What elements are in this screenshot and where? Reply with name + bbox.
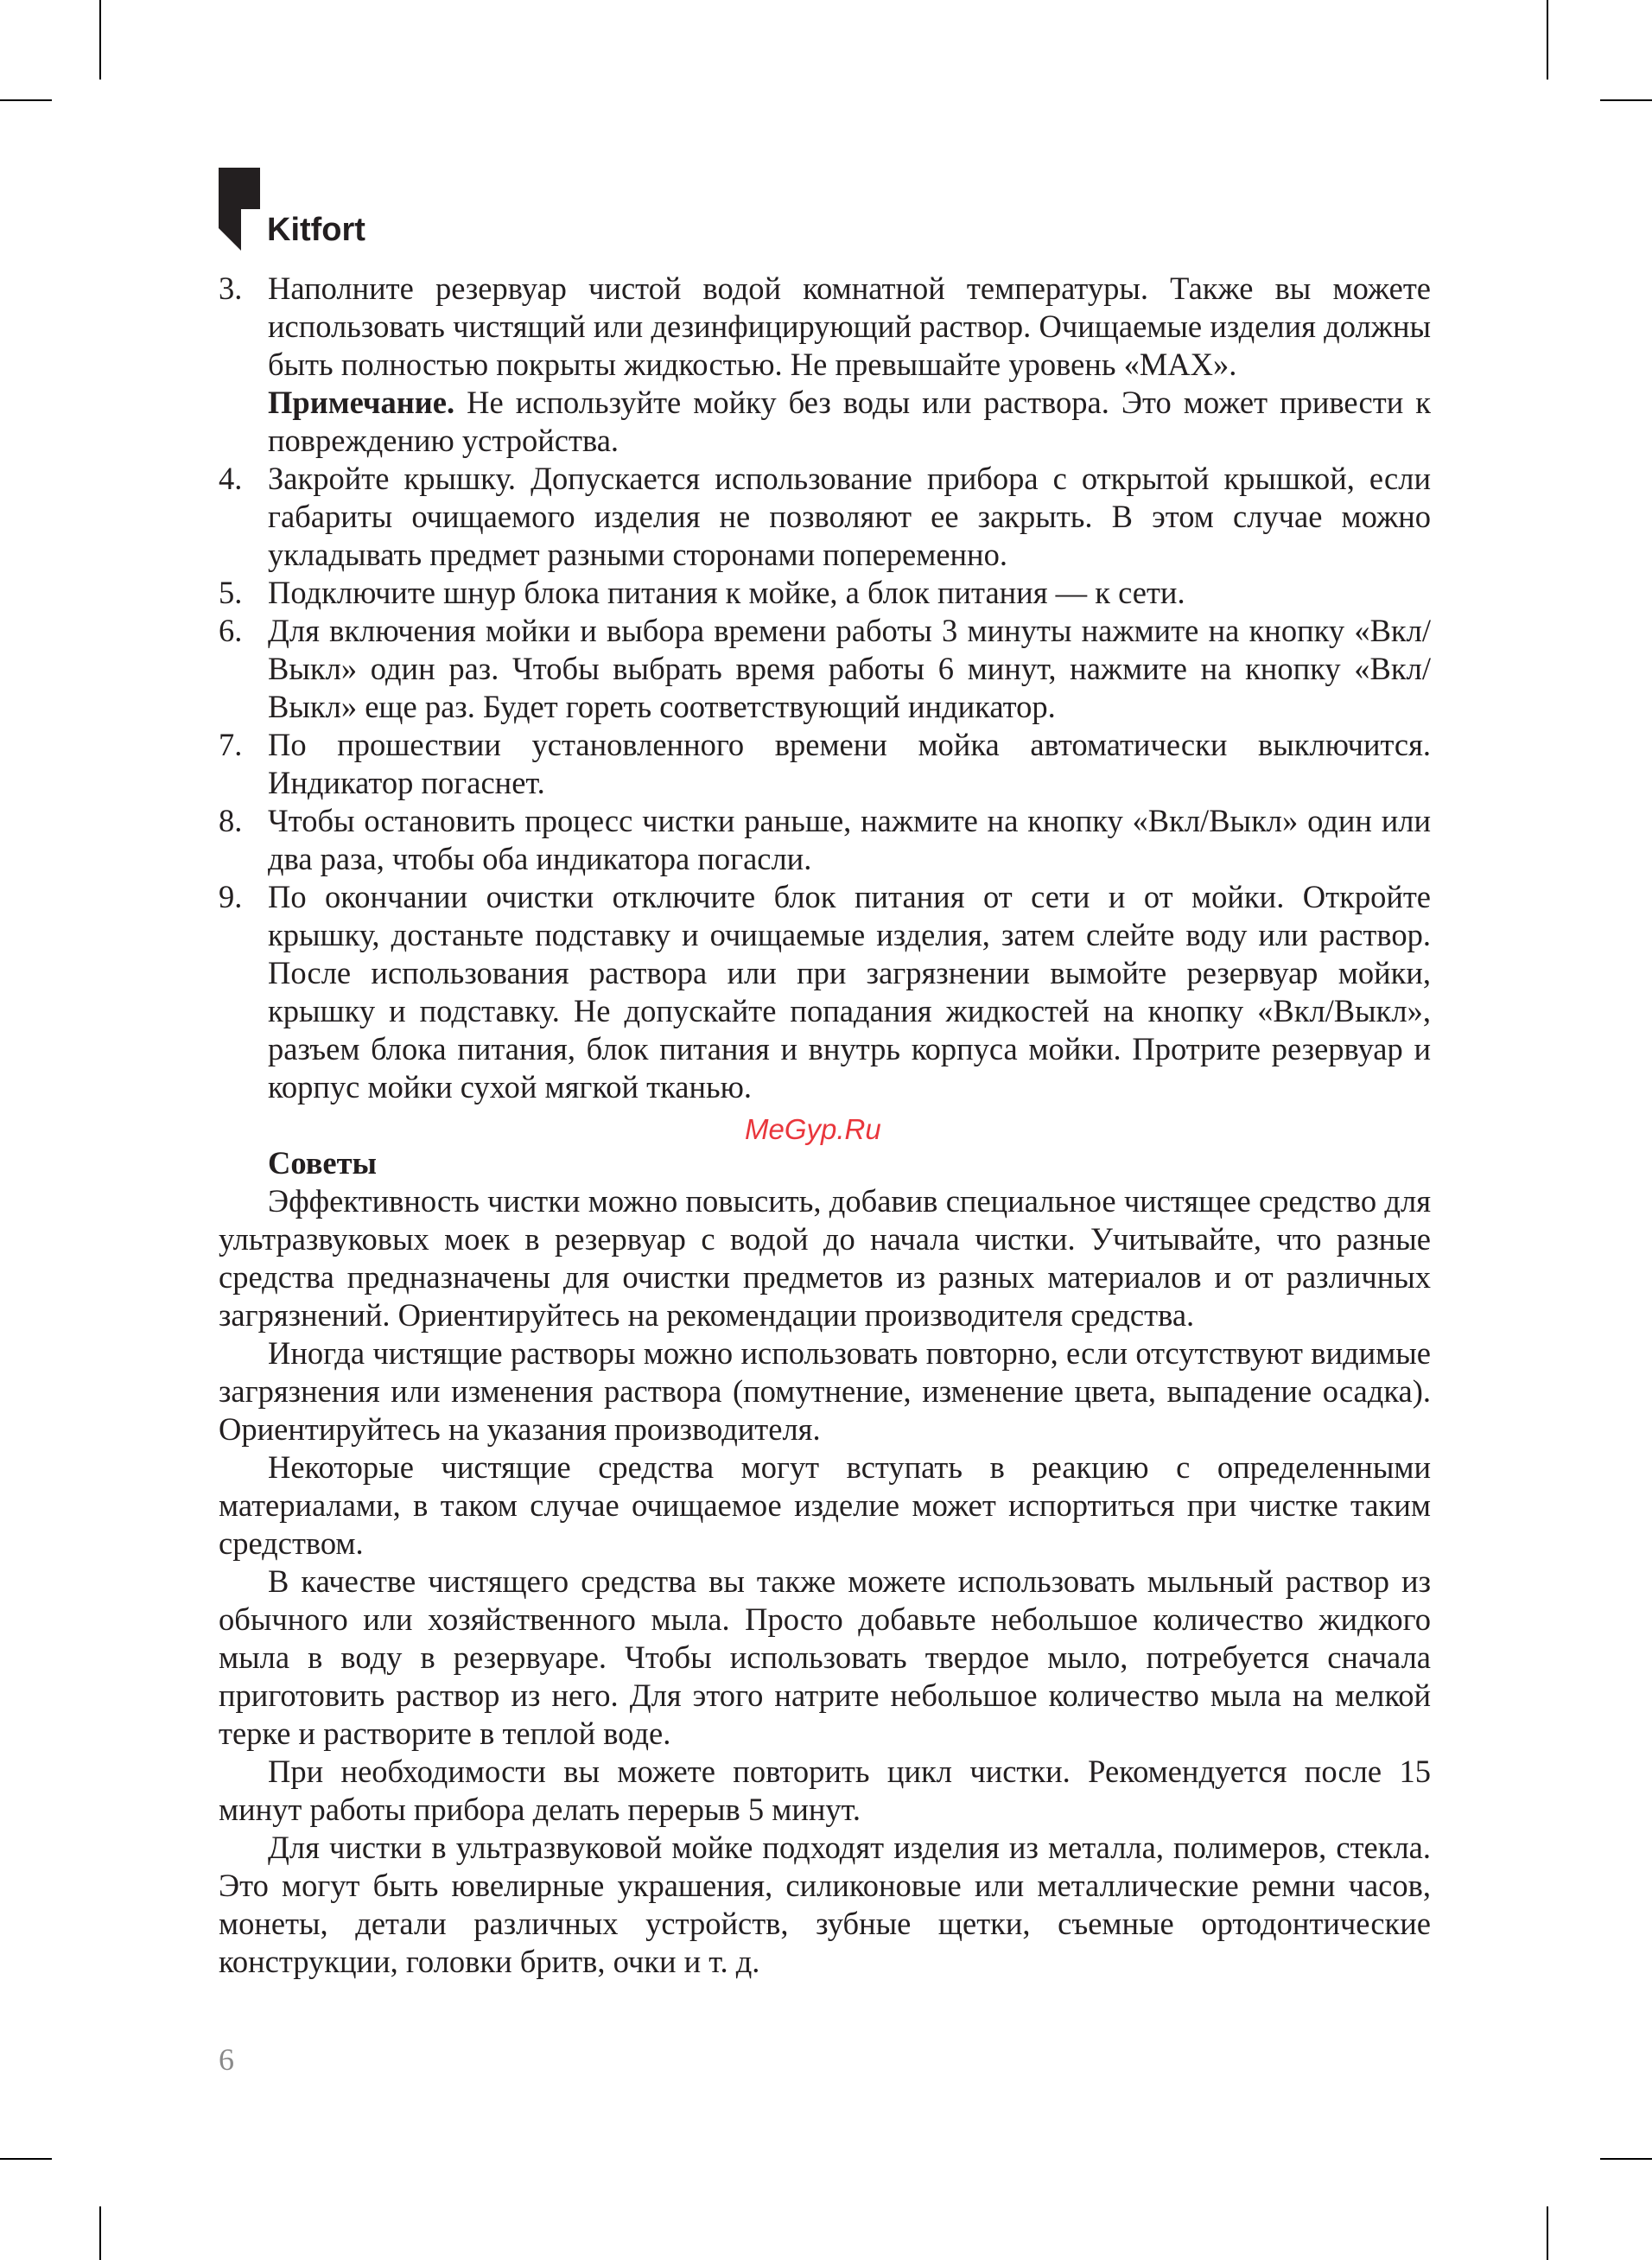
crop-mark-top-right	[1547, 0, 1548, 80]
step-note	[268, 384, 1431, 460]
crop-mark-bottom-left	[99, 2206, 101, 2260]
page-number: 6	[219, 2042, 234, 2077]
step-item	[219, 878, 1431, 1106]
crop-mark-left-bottom	[0, 2158, 52, 2160]
kitfort-logo-text: Kitfort	[267, 212, 365, 248]
step-number: 4.	[219, 461, 243, 496]
crop-mark-top-left	[99, 0, 101, 80]
step-item	[219, 460, 1431, 574]
step-item	[219, 726, 1431, 802]
tips-paragraph: Для чистки в ультразвуковой мойке подходят изделия из металла, полимеров, стекла. Это могут быть ювелирные украшения, силиконовые или металлические ремни часов, монеты, детали различных устройств, зубные щетки, съемные ортодонтические конструкции, головки бритв, очки и т. д.	[219, 1830, 1431, 1979]
step-text: Чтобы остановить процесс чистки раньше, нажмите на кнопку «Вкл/Выкл» один или два раза, чтобы оба индикатора погасли.	[268, 803, 1431, 876]
kitfort-logo	[219, 168, 391, 251]
crop-mark-left-top	[0, 99, 52, 101]
step-number: 3.	[219, 271, 243, 306]
step-text: По прошествии установленного времени мойка автоматически выключится. Индикатор погаснет.	[268, 727, 1431, 800]
step-text: Подключите шнур блока питания к мойке, а блок питания — к сети.	[268, 575, 1185, 610]
step-text: Для включения мойки и выбора времени работы 3 минуты нажмите на кнопку «Вкл/Выкл» один раз. Чтобы выбрать время работы 6 минут, нажмите на кнопку «Вкл/Выкл» еще раз. Будет гореть соответствующий индикатор.	[268, 613, 1431, 724]
note-text: Не используйте мойку без воды или раствора. Это может привести к повреждению устройства.	[268, 385, 1431, 458]
kitfort-logo-mark-icon	[219, 168, 260, 251]
step-text: По окончании очистки отключите блок питания от сети и от мойки. Откройте крышку, достаньте подставку и очищаемые изделия, затем слейте воду или раствор. После использования раствора или при загрязнении вымойте резервуар мойки, крышку и подставку. Не допускайте попадания жидкостей на кнопку «Вкл/Выкл», разъем блока питания, блок питания и внутрь корпуса мойки. Протрите резервуар и корпус мойки сухой мягкой тканью.	[268, 879, 1431, 1105]
step-number: 6.	[219, 613, 243, 648]
crop-mark-bottom-right	[1547, 2206, 1548, 2260]
instruction-steps	[219, 270, 1431, 1106]
step-number: 8.	[219, 803, 243, 838]
tips-paragraph: Иногда чистящие растворы можно использовать повторно, если отсутствуют видимые загрязнения или изменения раствора (помутнение, изменение цвета, выпадение осадка). Ориентируйтесь на указания производителя.	[219, 1335, 1431, 1447]
tips-paragraph: В качестве чистящего средства вы также можете использовать мыльный раствор из обычного или хозяйственного мыла. Просто добавьте небольшое количество жидкого мыла в воду в резервуаре. Чтобы использовать твердое мыло, потребуется сначала приготовить раствор из него. Для этого натрите небольшое количество мыла на мелкой терке и растворите в теплой воде.	[219, 1563, 1431, 1751]
step-number: 9.	[219, 879, 243, 914]
step-text: Закройте крышку. Допускается использование прибора с открытой крышкой, если габариты очищаемого изделия не позволяют ее закрыть. В этом случае можно укладывать предмет разными сторонами попеременно.	[268, 461, 1431, 572]
tips-heading: Советы	[268, 1145, 378, 1181]
crop-mark-right-top	[1600, 99, 1652, 101]
crop-mark-right-bottom	[1600, 2158, 1652, 2160]
step-item	[219, 574, 1431, 612]
step-number: 7.	[219, 727, 243, 762]
step-item	[219, 270, 1431, 460]
step-item	[219, 612, 1431, 726]
step-text: Наполните резервуар чистой водой комнатной температуры. Также вы можете использовать чистящий или дезинфицирующий раствор. Очищаемые изделия должны быть полностью покрыты жидкостью. Не превышайте уровень «MAX».	[268, 271, 1431, 382]
tips-paragraph: При необходимости вы можете повторить цикл чистки. Рекомендуется после 15 минут работы прибора делать перерыв 5 минут.	[219, 1754, 1431, 1827]
watermark: MeGyp.Ru	[745, 1113, 881, 1145]
tips-paragraph: Некоторые чистящие средства могут вступать в реакцию с определенными материалами, в таком случае очищаемое изделие может испортиться при чистке таким средством.	[219, 1449, 1431, 1561]
step-item	[219, 802, 1431, 878]
tips-paragraph: Эффективность чистки можно повысить, добавив специальное чистящее средство для ультразвуковых моек в резервуар с водой до начала чистки. Учитывайте, что разные средства предназначены для очистки предметов из разных материалов и от различных загрязнений. Ориентируйтесь на рекомендации производителя средства.	[219, 1183, 1431, 1333]
note-label: Примечание.	[268, 385, 455, 420]
step-number: 5.	[219, 575, 243, 610]
